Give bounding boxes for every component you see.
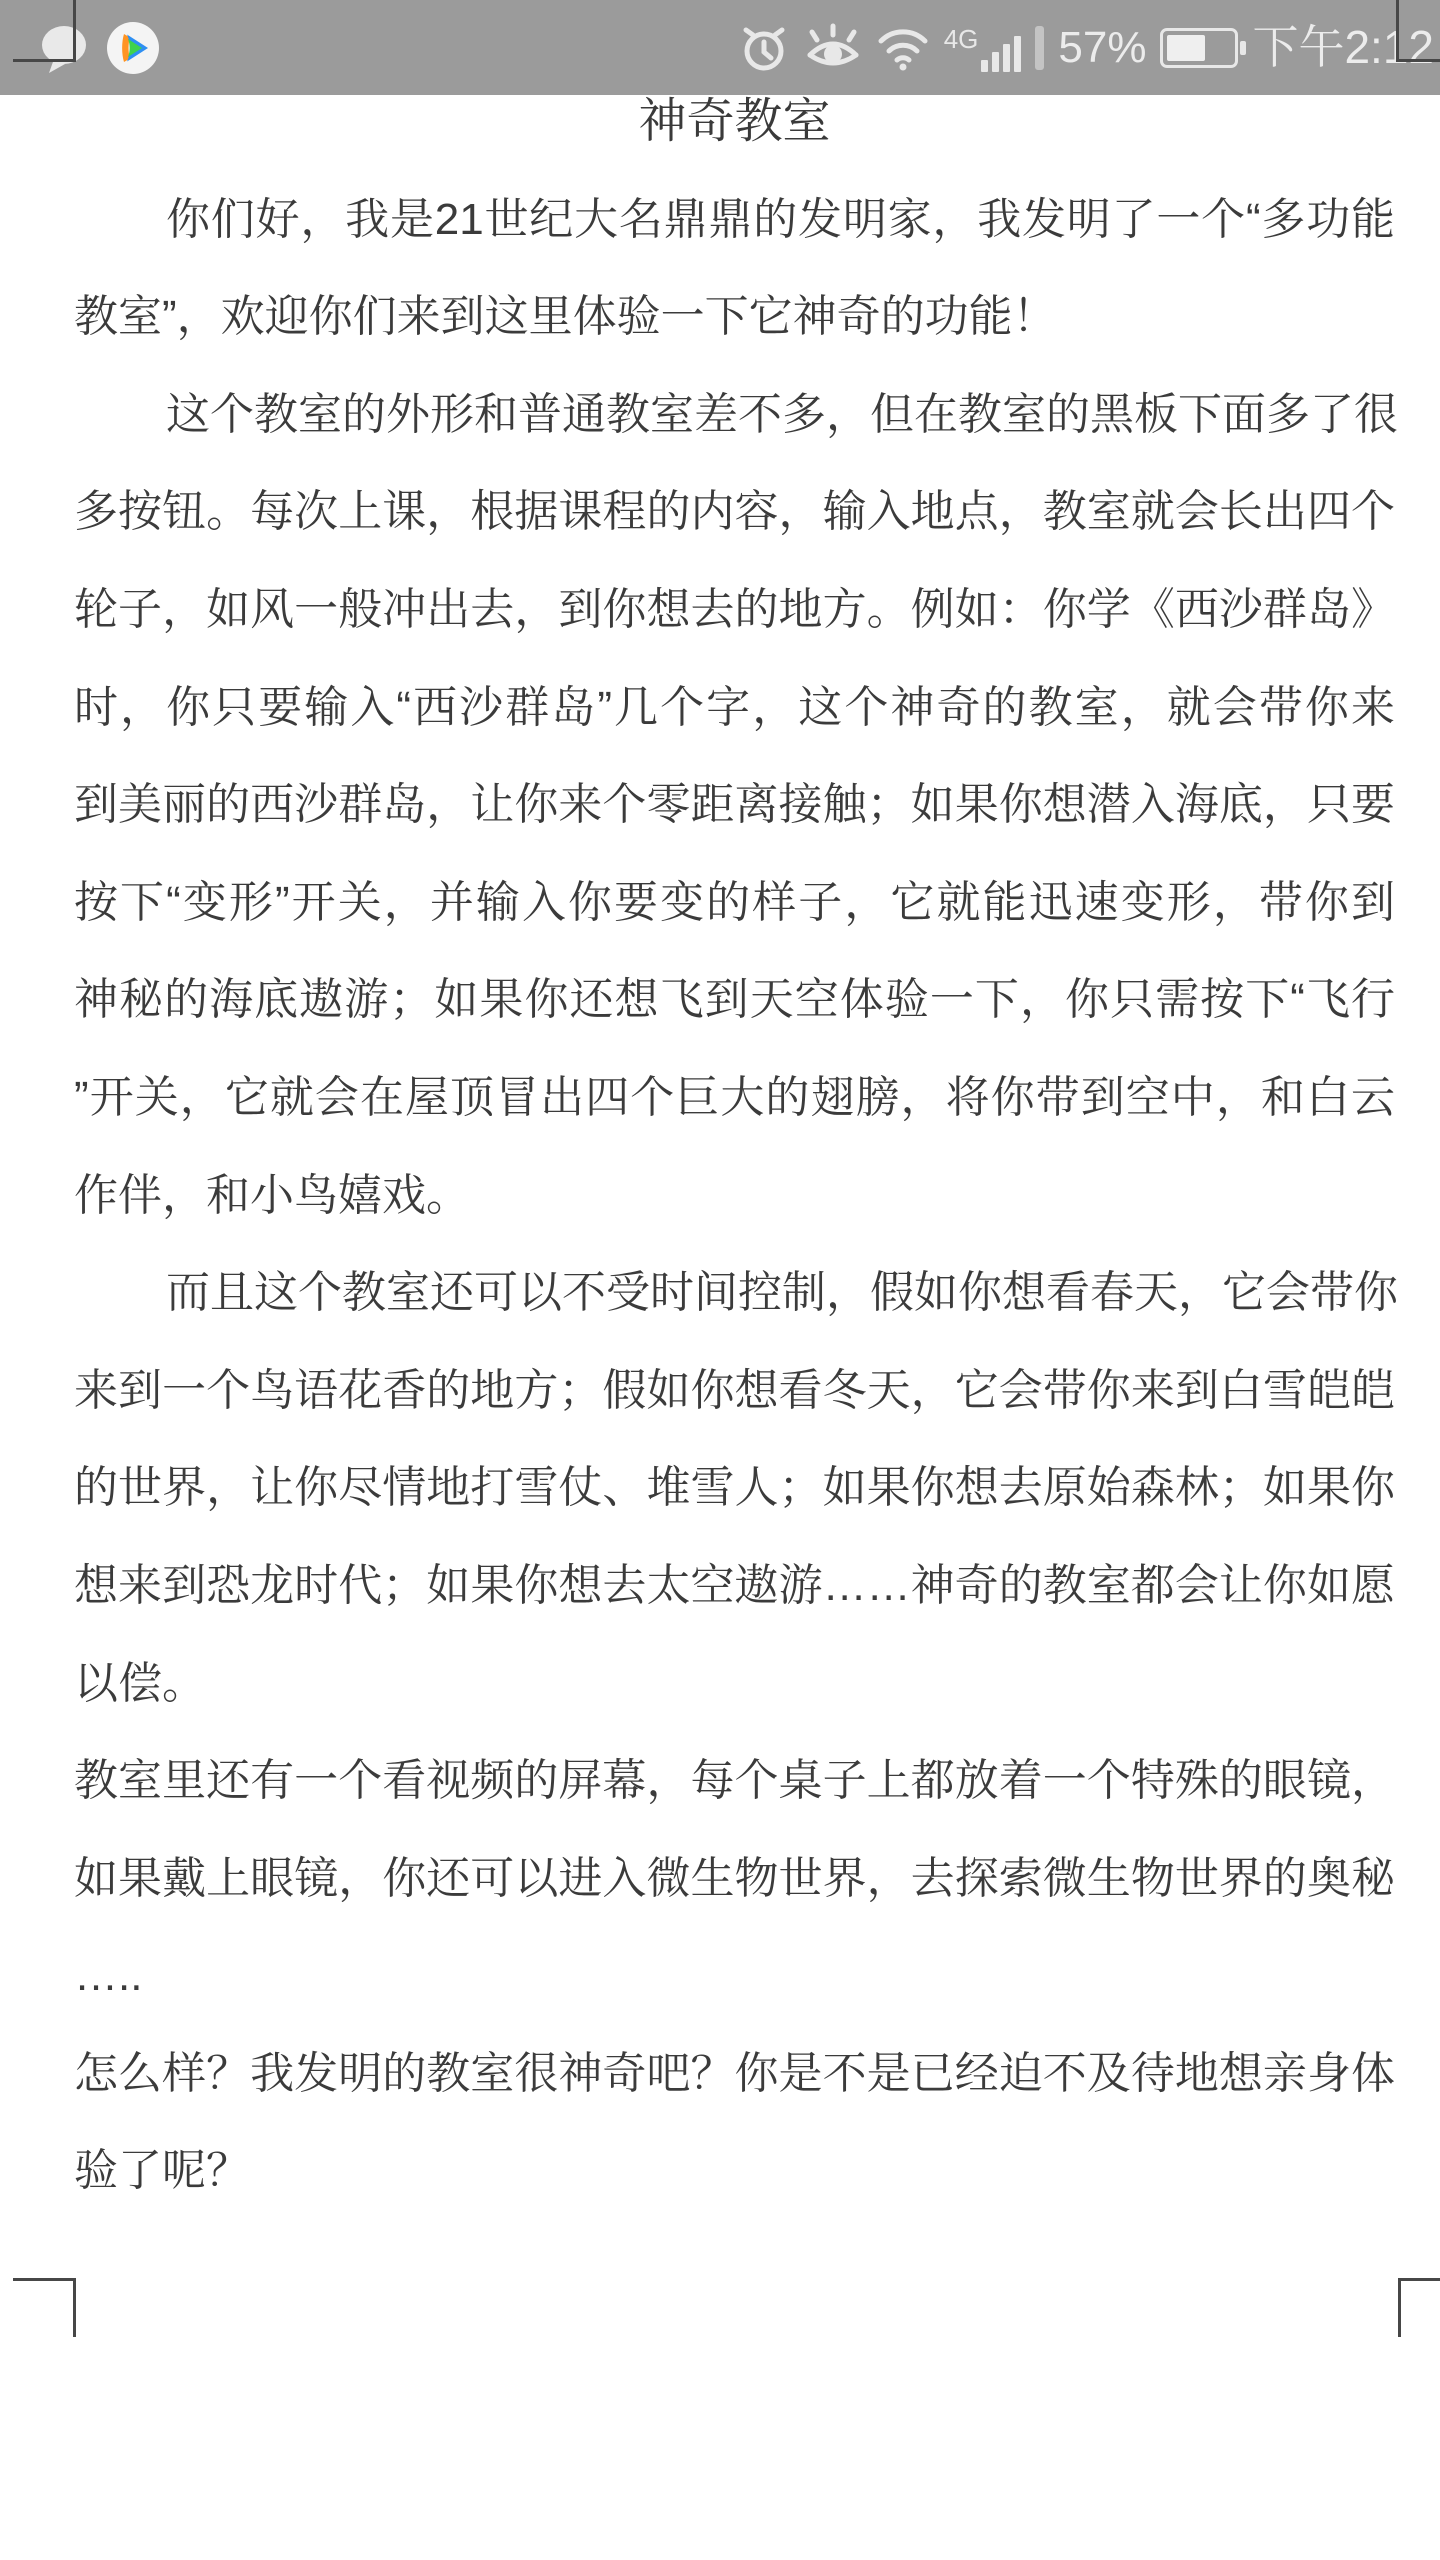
text-line: 到美丽的西沙群岛，让你来个零距离接触；如果你想潜入海底，只要: [74, 780, 1395, 830]
battery-icon: [1160, 28, 1238, 68]
text-line: 教室里还有一个看视频的屏幕，每个桌子上都放着一个特殊的眼镜，: [74, 1756, 1395, 1806]
text-line: 轮子，如风一般冲出去，到你想去的地方。例如：你学《西沙群岛》: [74, 584, 1395, 634]
text-line: 多按钮。每次上课，根据课程的内容，输入地点，教室就会长出四个: [74, 487, 1395, 537]
eye-protection-icon: [804, 23, 862, 73]
text-line: 如果戴上眼镜，你还可以进入微生物世界，去探索微生物世界的奥秘: [74, 1853, 1395, 1903]
text-line: 以偿。: [74, 1658, 206, 1708]
battery-nub: [1240, 41, 1246, 55]
text-line: 验了呢？: [74, 2146, 250, 2196]
network-type-label: 4G: [943, 23, 979, 54]
signal-strength-bars: [981, 28, 1021, 72]
video-app-icon: [106, 21, 160, 75]
text-line: 时，你只要输入“西沙群岛”几个字，这个神奇的教室，就会带你来: [74, 682, 1395, 732]
text-line: 的世界，让你尽情地打雪仗、堆雪人；如果你想去原始森林；如果你: [74, 1463, 1395, 1513]
text-line: 这个教室的外形和普通教室差不多，但在教室的黑板下面多了很: [166, 389, 1398, 439]
alarm-clock-icon: [738, 22, 790, 74]
text-line: 怎么样？我发明的教室很神奇吧？你是不是已经迫不及待地想亲身体: [74, 2048, 1395, 2098]
text-line: 而且这个教室还可以不受时间控制，假如你想看春天，它会带你: [166, 1268, 1398, 1318]
text-line: 想来到恐龙时代；如果你想去太空遨游……神奇的教室都会让你如愿: [74, 1560, 1395, 1610]
text-line: 来到一个鸟语花香的地方；假如你想看冬天，它会带你来到白雪皑皑: [74, 1365, 1395, 1415]
battery-fill: [1167, 35, 1205, 61]
text-boundary-mark-top-left: [13, 0, 76, 62]
battery-percent: 57%: [1058, 23, 1147, 72]
text-boundary-mark-bottom-left: [13, 2278, 76, 2337]
text-line: 作伴，和小鸟嬉戏。: [74, 1170, 470, 1220]
status-bar[interactable]: [0, 0, 1440, 95]
text-line: ”开关，它就会在屋顶冒出四个巨大的翅膀，将你带到空中，和白云: [74, 1072, 1395, 1122]
document-content: [74, 73, 1398, 2220]
signal-bars-icon: [944, 24, 1022, 72]
text-line: 教室”，欢迎你们来到这里体验一下它神奇的功能！: [74, 292, 1057, 342]
status-indicators: [738, 0, 1434, 95]
text-line: 按下“变形”开关，并输入你要变的样子，它就能迅速变形，带你到: [74, 877, 1395, 927]
text-line: 你们好，我是21世纪大名鼎鼎的发明家，我发明了一个“多功能: [166, 194, 1395, 244]
wifi-icon: [876, 25, 930, 71]
text-boundary-mark-bottom-right: [1398, 2278, 1440, 2337]
text-line: …..: [74, 1951, 143, 2001]
sim2-signal-icon: [1035, 26, 1044, 70]
page-title: 神奇教室: [638, 95, 831, 148]
text-line: 神秘的海底遨游；如果你还想飞到天空体验一下，你只需按下“飞行: [74, 975, 1395, 1025]
text-boundary-mark-top-right: [1396, 0, 1440, 62]
clock-time: 下午2:12: [1252, 21, 1434, 73]
document-body: [74, 171, 1398, 2220]
